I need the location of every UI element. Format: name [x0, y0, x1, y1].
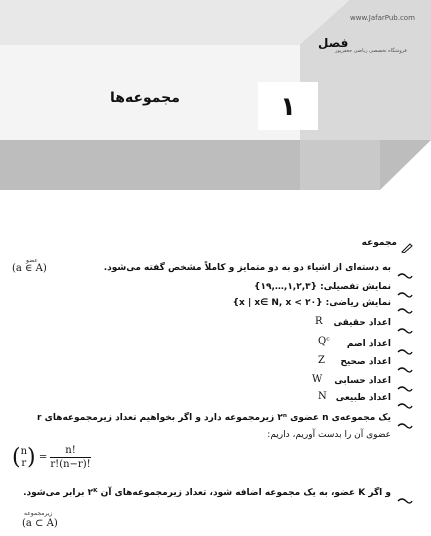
bullet-icon: [397, 300, 413, 308]
chapter-banner: [0, 0, 431, 200]
bullet-icon: [397, 359, 413, 367]
item-7-math: W: [312, 374, 323, 385]
binomial-bottom: r: [21, 457, 27, 469]
section-pencil-icon: [401, 238, 413, 248]
item-7-text: اعداد حسابی: [334, 376, 391, 386]
item-1-note: عضو: [26, 257, 38, 264]
bullet-icon: [397, 341, 413, 349]
chapter-number: ۱: [280, 92, 296, 122]
chapter-label: فصل: [318, 36, 349, 50]
item-9-cont-text: عضوی آن را بدست آوریم، داریم:: [267, 430, 391, 440]
item-6-math: Z: [318, 355, 325, 366]
logo-text: www.JafarPub.com: [350, 14, 415, 22]
bullet-icon: [397, 378, 413, 386]
subset-note: زیرمجموعه: [24, 510, 53, 517]
subset-math: (a ⊂ A): [22, 518, 58, 529]
logo-subtext: فروشگاه تخصصی ریاضی جعفرپور: [335, 48, 407, 54]
item-4-text: اعداد حقیقی: [333, 318, 391, 328]
item-1-text: به دسته‌ای از اشیاء دو به دو متمایز و کاملاً مشخص گفته می‌شود.: [103, 263, 391, 273]
bullet-icon: [397, 415, 413, 423]
item-4-math: R: [315, 316, 323, 327]
chapter-title: مجموعه‌ها: [110, 90, 180, 106]
item-5-math: Qᶜ: [318, 336, 330, 347]
item-1-math: (a ∈ A): [12, 263, 47, 274]
formula-denominator: r!(n−r)!: [50, 459, 91, 470]
bullet-icon: [397, 320, 413, 328]
formula-numerator: n!: [50, 444, 90, 458]
binomial-formula: ( n r ) = $\frac{n!}{r!(n-r)!}$: [12, 445, 91, 470]
section-title: مجموعه: [361, 238, 397, 248]
item-10-text: و اگر K عضو، به یک مجموعه اضافه شود، تعداد زیرمجموعه‌های آن ۲ᴷ برابر می‌شود.: [23, 488, 391, 498]
binomial-top: n: [20, 445, 28, 457]
bullet-icon: [397, 284, 413, 292]
bullet-icon: [397, 265, 413, 273]
item-2-text: نمایش تفصیلی: {۱,۲,۳,…,۱۹}: [254, 282, 391, 292]
item-3-text: نمایش ریاضی: {x | x∈ N, x < ۲۰}: [232, 298, 391, 308]
bullet-icon: [397, 490, 413, 498]
item-5-text: اعداد اصم: [346, 339, 391, 349]
item-8-math: N: [318, 391, 327, 402]
item-6-text: اعداد صحیح: [340, 357, 391, 367]
item-9-text: یک مجموعه‌ی n عضوی ۲ⁿ زیرمجموعه دارد و اگر بخواهیم تعداد زیرمجموعه‌های r: [37, 413, 391, 423]
item-8-text: اعداد طبیعی: [335, 393, 391, 403]
bullet-icon: [397, 395, 413, 403]
